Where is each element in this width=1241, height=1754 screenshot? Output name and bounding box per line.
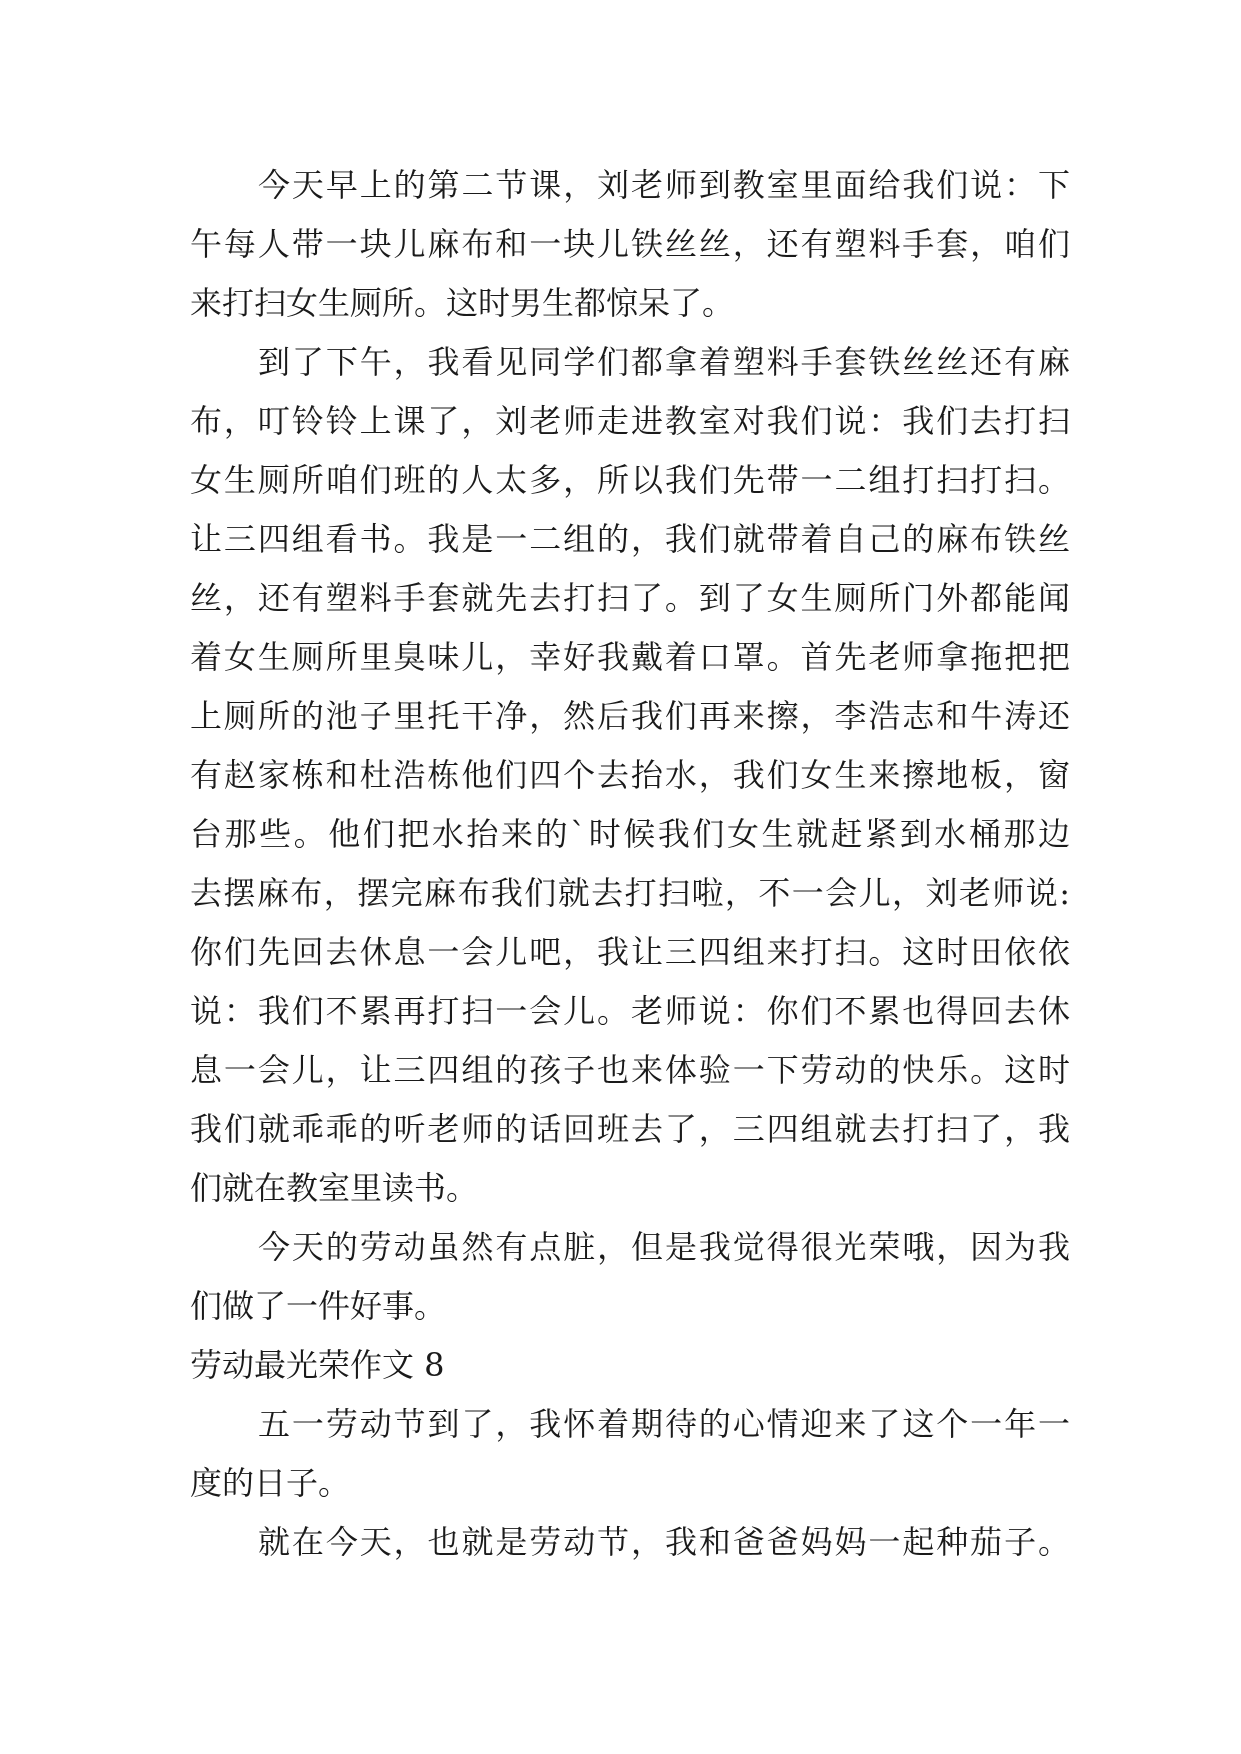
paragraph-line: 布，叮铃铃上课了，刘老师走进教室对我们说：我们去打扫 bbox=[190, 402, 1070, 440]
paragraph-line: 去摆麻布，摆完麻布我们就去打扫啦，不一会儿，刘老师说: bbox=[190, 874, 1070, 912]
paragraph-line: 说：我们不累再打扫一会儿。老师说：你们不累也得回去休 bbox=[190, 992, 1070, 1030]
paragraph-line: 就在今天，也就是劳动节，我和爸爸妈妈一起种茄子。 bbox=[258, 1523, 1070, 1561]
paragraph-line: 女生厕所咱们班的人太多，所以我们先带一二组打扫打扫。 bbox=[190, 461, 1070, 499]
paragraph-line: 五一劳动节到了，我怀着期待的心情迎来了这个一年一 bbox=[258, 1405, 1070, 1443]
paragraph-line: 着女生厕所里臭味儿，幸好我戴着口罩。首先老师拿拖把把 bbox=[190, 638, 1070, 676]
paragraph-line: 午每人带一块儿麻布和一块儿铁丝丝，还有塑料手套，咱们 bbox=[190, 225, 1070, 263]
paragraph-line: 我们就乖乖的听老师的话回班去了，三四组就去打扫了，我 bbox=[190, 1110, 1070, 1148]
paragraph-line: 有赵家栋和杜浩栋他们四个去抬水，我们女生来擦地板，窗 bbox=[190, 756, 1070, 794]
section-heading: 劳动最光荣作文 8 bbox=[190, 1346, 445, 1384]
paragraph-line: 度的日子。 bbox=[190, 1464, 351, 1502]
paragraph-line: 你们先回去休息一会儿吧，我让三四组来打扫。这时田依依 bbox=[190, 933, 1070, 971]
paragraph-line: 们做了一件好事。 bbox=[190, 1287, 447, 1325]
paragraph-line: 今天早上的第二节课，刘老师到教室里面给我们说：下 bbox=[258, 166, 1070, 204]
paragraph-line: 到了下午，我看见同学们都拿着塑料手套铁丝丝还有麻 bbox=[258, 343, 1070, 381]
paragraph-line: 们就在教室里读书。 bbox=[190, 1169, 479, 1207]
paragraph-line: 来打扫女生厕所。这时男生都惊呆了。 bbox=[190, 284, 735, 322]
paragraph-line: 让三四组看书。我是一二组的，我们就带着自己的麻布铁丝 bbox=[190, 520, 1070, 558]
paragraph-line: 息一会儿，让三四组的孩子也来体验一下劳动的快乐。这时 bbox=[190, 1051, 1070, 1089]
paragraph-line: 上厕所的池子里托干净，然后我们再来擦，李浩志和牛涛还 bbox=[190, 697, 1070, 735]
paragraph-line: 今天的劳动虽然有点脏，但是我觉得很光荣哦，因为我 bbox=[258, 1228, 1070, 1266]
paragraph-line: 丝，还有塑料手套就先去打扫了。到了女生厕所门外都能闻 bbox=[190, 579, 1070, 617]
paragraph-line: 台那些。他们把水抬来的`时候我们女生就赶紧到水桶那边 bbox=[190, 815, 1070, 853]
